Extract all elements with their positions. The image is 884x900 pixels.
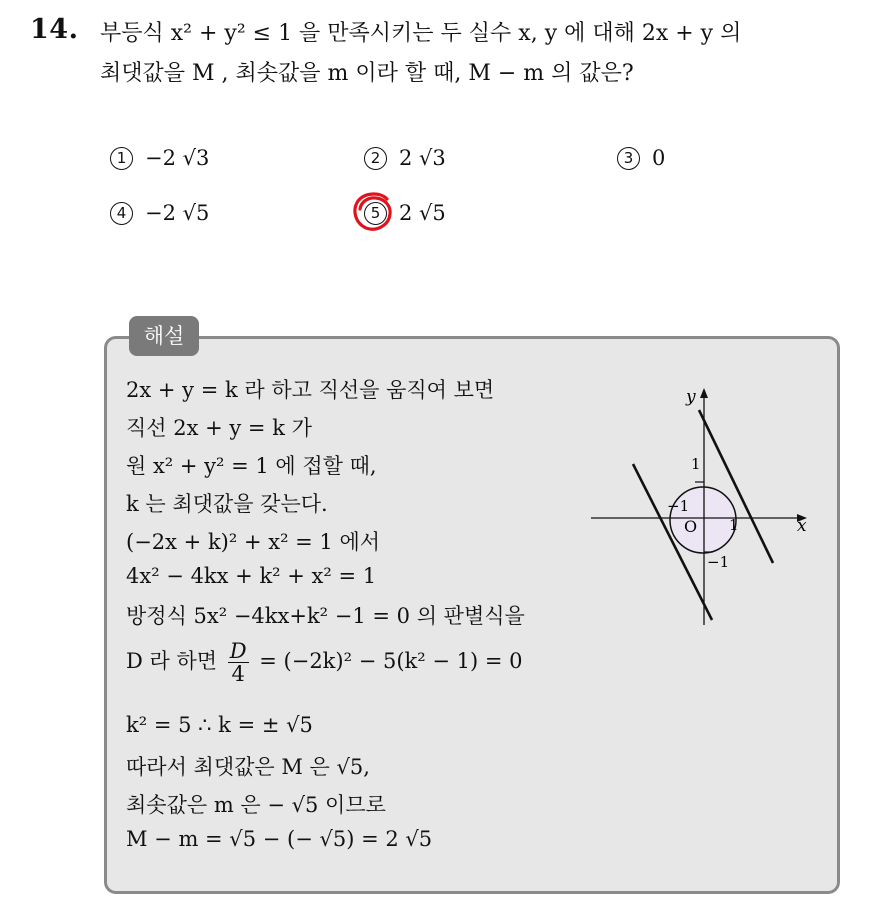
choice-marker: 4: [110, 202, 133, 225]
solution-line-5: (−2x + k)² + x² = 1 에서: [126, 530, 381, 554]
choice-1[interactable]: [110, 146, 209, 170]
solution-line-2: 직선 2x + y = k 가: [126, 416, 312, 440]
choice-text: 0: [652, 146, 666, 170]
solution-line-6: 4x² − 4kx + k² + x² = 1: [126, 564, 377, 588]
choice-text: −2 √3: [145, 146, 210, 170]
choice-3[interactable]: [617, 146, 665, 170]
discriminant-prefix: D 라 하면: [126, 649, 218, 674]
tangent-lines-graph: [585, 380, 825, 625]
choice-marker: 1: [110, 147, 133, 170]
question-number: 14.: [30, 14, 79, 45]
discriminant-line: [126, 640, 522, 685]
x-axis-label: x: [797, 516, 807, 536]
solution-line-3: 원 x² + y² = 1 에 접할 때,: [126, 454, 377, 478]
choice-4[interactable]: [110, 201, 209, 225]
question-text-line-2: 최댓값을 M , 최솟값을 m 이라 할 때, M − m 의 값은?: [100, 61, 634, 86]
solution-tab-label: 해설: [129, 316, 199, 356]
choice-marker: 3: [617, 147, 640, 170]
solution-line-10: 최솟값은 m 은 − √5 이므로: [126, 793, 386, 817]
choice-2[interactable]: [364, 146, 446, 170]
label-y-neg: −1: [707, 553, 730, 571]
red-circle-answer-mark: [351, 189, 395, 233]
choice-marker: 5: [364, 202, 387, 225]
choice-text: −2 √5: [145, 201, 210, 225]
choice-text: 2 √3: [399, 146, 446, 170]
y-axis-label: y: [686, 387, 696, 407]
question-text-line-1: 부등식 x² + y² ≤ 1 을 만족시키는 두 실수 x, y 에 대해 2x + y 의: [100, 21, 742, 46]
solution-line-9: 따라서 최댓값은 M 은 √5,: [126, 755, 370, 779]
y-axis-arrow-icon: [700, 388, 708, 398]
solution-line-7: 방정식 5x² −4kx+k² −1 = 0 의 판별식을: [126, 604, 525, 628]
discriminant-suffix: = (−2k)² − 5(k² − 1) = 0: [259, 649, 523, 674]
fraction-d-over-4: [228, 640, 249, 685]
solution-line-11: M − m = √5 − (− √5) = 2 √5: [126, 827, 433, 851]
choice-marker: 2: [364, 147, 387, 170]
fraction-denominator: 4: [231, 662, 245, 687]
solution-line-4: k 는 최댓값을 갖는다.: [126, 492, 328, 516]
fraction-numerator: D: [229, 639, 247, 663]
label-y-pos: 1: [691, 455, 701, 473]
solution-line-1: 2x + y = k 라 하고 직선을 움직여 보면: [126, 378, 495, 402]
solution-line-8: k² = 5 ∴ k = ± √5: [126, 713, 313, 737]
label-x-pos: 1: [729, 516, 739, 534]
origin-label: O: [684, 517, 698, 536]
label-x-neg: −1: [667, 497, 690, 515]
choice-text: 2 √5: [399, 201, 446, 225]
